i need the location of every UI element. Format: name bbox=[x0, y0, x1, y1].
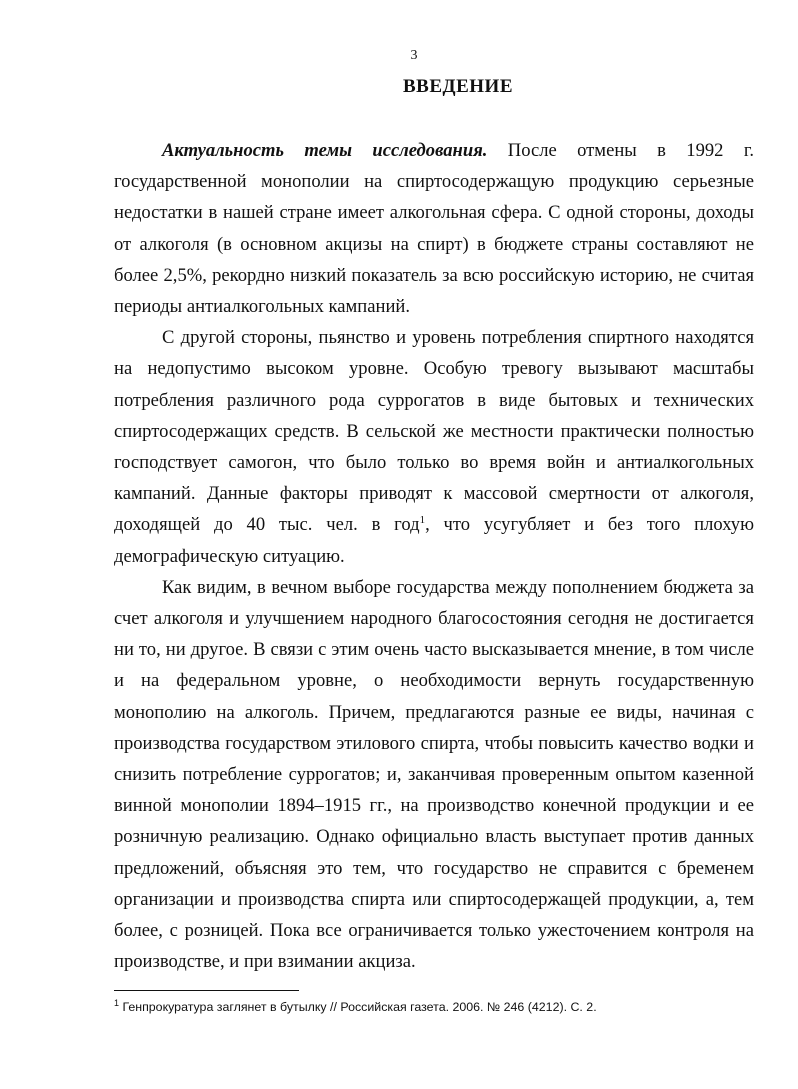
paragraph-3: Как видим, в вечном выборе государства между пополнением бюджета за счет алкоголя и улучшением народного благосостояния сегодня не достигается ни то, ни другое. В связи с этим очень часто высказывается мнение, в том числе и на федеральном уровне, о необходимости вернуть государственную монополию на алкоголь. Причем, предлагаются разные ее виды, начиная с производства государством этилового спирта, чтобы повысить качество водки и снизить потребление суррогатов; и, заканчивая проверенным опытом казенной винной монополии 1894–1915 гг., на производство конечной продукции и ее розничную реализацию. Однако официально власть выступает против данных предложений, объясняя это тем, что государство не справится с бременем организации и производства спирта или спиртосодержащей продукции, а, тем более, с розницей. Пока все ограничивается только ужесточением контроля на производстве, и при взимании акциза. bbox=[114, 576, 754, 973]
paragraph-1 bbox=[114, 135, 754, 322]
footnote-text: Генпрокуратура заглянет в бутылку // Российская газета. 2006. № 246 (4212). С. 2. bbox=[119, 1000, 597, 1014]
footnote-mark: 1 bbox=[114, 997, 120, 1008]
lead-heading: Актуальность темы исследования. bbox=[162, 140, 488, 161]
body-text bbox=[114, 135, 754, 977]
footnote-reference: 1 bbox=[419, 514, 426, 527]
section-title: ВВЕДЕНИЕ bbox=[403, 76, 513, 97]
paragraph-2-text-before: С другой стороны, пьянство и уровень потребления спиртного находятся на недопустимо высоком уровне. Особую тревогу вызывают масштабы потребления различного рода суррогатов в виде бытовых и технических спиртосодержащих средств. В сельской же местности практически полностью господствует самогон, что было только во время войн и антиалкогольных кампаний. Данные факторы приводят к массовой смертности от алкоголя, доходящей до 40 тыс. чел. в год bbox=[114, 327, 754, 536]
page-number: 3 bbox=[410, 48, 418, 63]
footnote bbox=[114, 999, 754, 1015]
paragraph-2-text-after: , что усугубляет и без того плохую демографическую ситуацию. bbox=[114, 514, 754, 567]
footnote-divider bbox=[114, 990, 299, 991]
paragraph-1-text: После отмены в 1992 г. государственной монополии на спиртосодержащую продукцию серьезные недостатки в нашей стране имеет алкогольная сфера. С одной стороны, доходы от алкоголя (в основном акцизы на спирт) в бюджете страны составляют не более 2,5%, рекордно низкий показатель за всю российскую историю, не считая периоды антиалкогольных кампаний. bbox=[114, 140, 754, 318]
paragraph-2 bbox=[114, 322, 754, 572]
